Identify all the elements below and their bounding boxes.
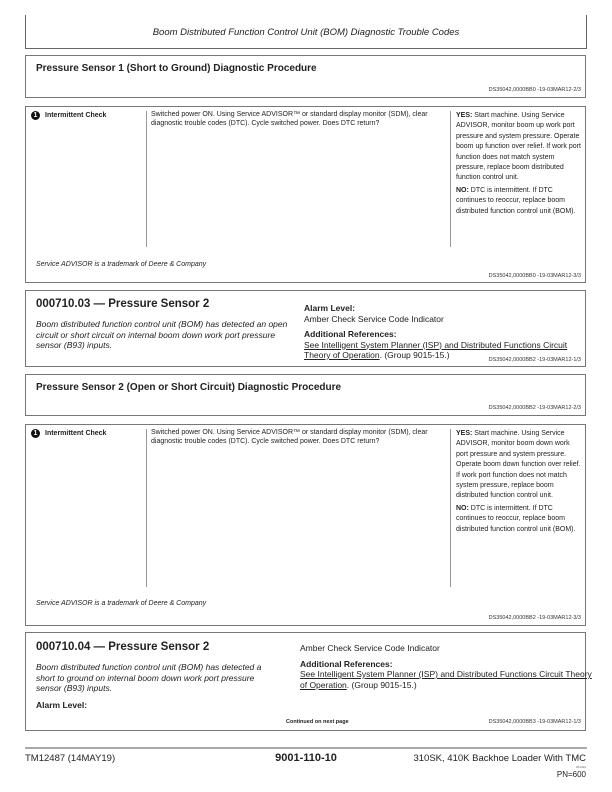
- dtc1-title: 000710.03 — Pressure Sensor 2: [36, 298, 210, 310]
- dtc2-description: Boom distributed function control unit (BOM) has detected a short to ground on internal boom down work port pressure sensor (B93) inputs.: [36, 662, 262, 693]
- footer-date-code: 051419: [575, 765, 586, 769]
- dtc2-alarm-value: Amber Check Service Code Indicator: [300, 643, 440, 653]
- dtc2-alarm-label: Alarm Level:: [36, 699, 88, 710]
- dtc1-alarm-value: Amber Check Service Code Indicator: [304, 313, 444, 324]
- no-label: NO:: [456, 186, 469, 194]
- dtc1-box: [25, 290, 586, 367]
- footer-doc-id: TM12487 (14MAY19): [25, 753, 116, 764]
- step-label: Intermittent Check: [45, 430, 107, 437]
- dtc1-description: Boom distributed function control unit (BOM) has detected an open circuit or short circuit on internal boom down work port pressure sensor (B93) inputs.: [36, 319, 288, 350]
- section2-code: DS35042,0000BB2 -19-03MAR12-2/3: [488, 405, 581, 411]
- no-text: DTC is intermittent. If DTC continues to reoccur, replace boom distributed function control unit (BOM).: [456, 504, 576, 533]
- table2-row: [26, 425, 585, 587]
- step-number-icon: 1: [31, 429, 40, 438]
- no-label: NO:: [456, 504, 469, 512]
- step-number-icon: 1: [31, 111, 40, 120]
- page-header: [25, 15, 587, 49]
- dtc1-refs-group: . (Group 9015-15.): [379, 350, 450, 360]
- footer-model: 310SK, 410K Backhoe Loader With TMC: [413, 753, 586, 764]
- dtc2-title: 000710.04 — Pressure Sensor 2: [36, 641, 210, 653]
- trademark-note: Service ADVISOR is a trademark of Deere & Company: [36, 261, 207, 268]
- trademark-note: Service ADVISOR is a trademark of Deere & Company: [36, 600, 207, 607]
- dtc2-refs-label: Additional References:: [300, 658, 393, 669]
- step-question: Switched power ON. Using Service ADVISOR™ or standard display monitor (SDM), clear diagnostic trouble codes (DTC). Cycle switched power. Does DTC return?: [146, 429, 451, 587]
- section1-box: [25, 55, 586, 98]
- yes-text: Start machine. Using Service ADVISOR, monitor boom up work port pressure and system pressure. Operate boom up function over relief. If work port function does not match system pressure, replace boom distributed function control unit.: [456, 112, 581, 182]
- dtc1-alarm-label: Alarm Level:: [304, 303, 356, 313]
- dtc1-code: DS35042,0000BB2 -19-03MAR12-1/3: [488, 357, 581, 363]
- table1-row: [26, 107, 585, 247]
- footer-page-number: 9001-110-10: [275, 752, 337, 764]
- table1-code: DS35042,0000BB0 -19-03MAR12-3/3: [488, 273, 581, 279]
- step-question: Switched power ON. Using Service ADVISOR™ or standard display monitor (SDM), clear diagnostic trouble codes (DTC). Cycle switched power. Does DTC return?: [146, 111, 451, 247]
- dtc1-refs-link[interactable]: See Intelligent System Planner (ISP) and Distributed Functions Circuit Theory of Operation: [304, 339, 568, 360]
- table2-code: DS35042,0000BB2 -19-03MAR12-3/3: [488, 615, 581, 621]
- yes-label: YES:: [456, 112, 473, 119]
- yes-label: YES:: [456, 430, 473, 437]
- yes-text: Start machine. Using Service ADVISOR, monitor boom down work port pressure and system pressure. Operate boom down function over relief. If work port function does not match system pressure, replace boom distributed function control unit.: [456, 430, 581, 500]
- step-label: Intermittent Check: [45, 112, 107, 119]
- continued-note: Continued on next page: [286, 719, 349, 725]
- no-text: DTC is intermittent. If DTC continues to reoccur, replace boom distributed function control unit (BOM).: [456, 186, 576, 215]
- dtc2-refs-group: . (Group 9015-15.): [346, 679, 417, 690]
- section1-code: DS35042,0000BB0 -19-03MAR12-2/3: [488, 87, 581, 93]
- dtc1-refs-label: Additional References:: [304, 329, 397, 339]
- header-title: Boom Distributed Function Control Unit (BOM) Diagnostic Trouble Codes: [152, 27, 460, 38]
- footer-pn: PN=600: [556, 770, 586, 779]
- section2-box: [25, 374, 586, 416]
- dtc2-refs-link[interactable]: See Intelligent System Planner (ISP) and Distributed Functions Circuit Theory of Operation: [300, 669, 592, 690]
- section1-title: Pressure Sensor 1 (Short to Ground) Diagnostic Procedure: [36, 63, 317, 74]
- table1-box: [25, 106, 586, 283]
- footer-rule: [25, 747, 587, 749]
- dtc2-code: DS35042,0000BB3 -19-03MAR12-1/3: [488, 719, 581, 725]
- section2-title: Pressure Sensor 2 (Open or Short Circuit) Diagnostic Procedure: [36, 382, 342, 393]
- table2-box: [25, 424, 586, 626]
- dtc2-box: [25, 632, 592, 731]
